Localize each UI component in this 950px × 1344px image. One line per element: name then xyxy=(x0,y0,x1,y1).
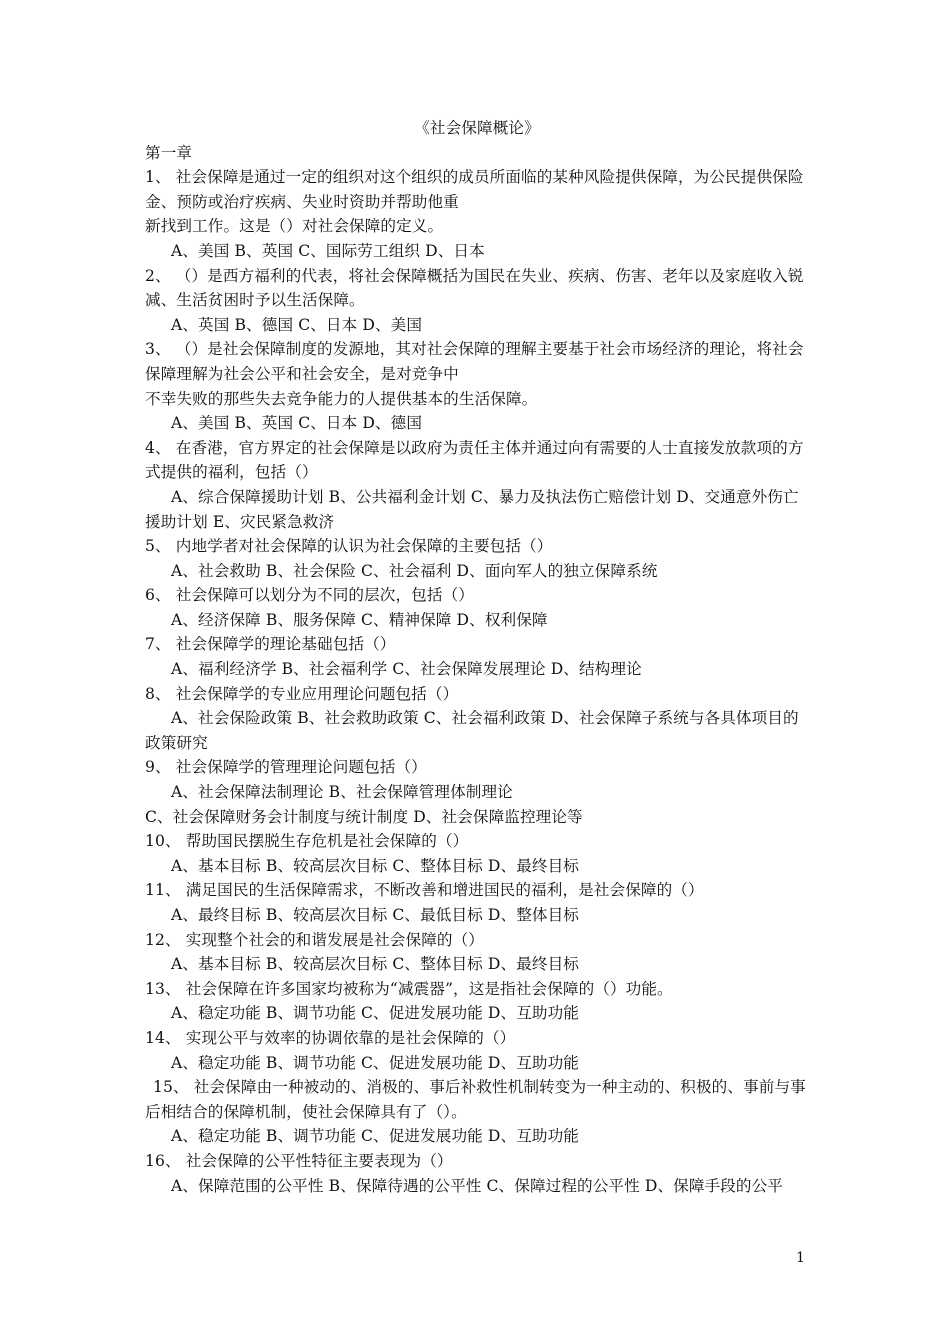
question-6-options: A、经济保障 B、服务保障 C、精神保障 D、权利保障 xyxy=(171,610,548,629)
question-8-options-text: A、社会保险政策 B、社会救助政策 C、社会福利政策 D、社会保障子系统与各具体项目的政策研究 xyxy=(145,709,799,752)
question-10-text: 10、 帮助国民摆脱生存危机是社会保障的（） xyxy=(145,832,469,851)
document-title: 《社会保障概论》 xyxy=(414,119,540,137)
question-2-text: 2、 （）是西方福利的代表，将社会保障概括为国民在失业、疾病、伤害、老年以及家庭收入锐减、生活贫困时予以生活保障。 xyxy=(145,266,804,310)
question-15-text-content: 15、 社会保障由一种被动的、消极的、事后补救性机制转变为一种主动的、积极的、事前与事后相结合的保障机制，使社会保障具有了（）。 xyxy=(145,1078,806,1121)
question-15-text xyxy=(145,1075,809,1124)
question-9-text: 9、 社会保障学的管理理论问题包括（） xyxy=(145,758,427,777)
question-8-text: 8、 社会保障学的专业应用理论问题包括（） xyxy=(145,684,459,703)
question-16-options: A、保障范围的公平性 B、保障待遇的公平性 C、保障过程的公平性 D、保障手段的公平 xyxy=(171,1176,784,1195)
question-11-text: 11、 满足国民的生活保障需求，不断改善和增进国民的福利，是社会保障的（） xyxy=(145,881,704,900)
question-12-text: 12、 实现整个社会的和谐发展是社会保障的（） xyxy=(145,930,484,949)
question-1-text-continued: 新找到工作。这是（）对社会保障的定义。 xyxy=(145,217,444,236)
question-14-options: A、稳定功能 B、调节功能 C、促进发展功能 D、互助功能 xyxy=(171,1053,579,1072)
question-2-options: A、英国 B、德国 C、日本 D、美国 xyxy=(171,315,423,334)
question-11-options: A、最终目标 B、较高层次目标 C、最低目标 D、整体目标 xyxy=(171,906,579,924)
question-16-text: 16、 社会保障的公平性特征主要表现为（） xyxy=(145,1151,453,1170)
question-4-options-text: A、综合保障援助计划 B、公共福利金计划 C、暴力及执法伤亡赔偿计划 D、交通意外伤亡援助计划 E、灾民紧急救济 xyxy=(145,487,799,531)
question-7-options: A、福利经济学 B、社会福利学 C、社会保障发展理论 D、结构理论 xyxy=(171,660,642,679)
question-13-options: A、稳定功能 B、调节功能 C、促进发展功能 D、互助功能 xyxy=(171,1004,579,1023)
question-8-options xyxy=(145,706,809,755)
page-number: 1 xyxy=(796,1250,805,1266)
question-4-options xyxy=(145,485,809,534)
question-7-text: 7、 社会保障学的理论基础包括（） xyxy=(145,635,396,654)
question-10-options: A、基本目标 B、较高层次目标 C、整体目标 D、最终目标 xyxy=(171,856,579,875)
question-1-text: 1、 社会保障是通过一定的组织对这个组织的成员所面临的某种风险提供保障，为公民提供保险金、预防或治疗疾病、失业时资助并帮助他重 xyxy=(145,168,804,211)
chapter-heading: 第一章 xyxy=(145,143,193,162)
question-3-text: 3、 （）是社会保障制度的发源地，其对社会保障的理解主要基于社会市场经济的理论，将社会保障理解为社会公平和社会安全，是对竞争中 xyxy=(145,340,804,383)
question-3-text-continued: 不幸失败的那些失去竞争能力的人提供基本的生活保障。 xyxy=(145,389,538,408)
question-9-options-a-b: A、社会保障法制理论 B、社会保障管理体制理论 xyxy=(171,783,513,802)
question-1-options: A、美国 B、英国 C、国际劳工组织 D、日本 xyxy=(171,241,485,260)
question-12-options: A、基本目标 B、较高层次目标 C、整体目标 D、最终目标 xyxy=(171,955,579,974)
question-13-text: 13、 社会保障在许多国家均被称为“减震器”，这是指社会保障的（）功能。 xyxy=(145,979,673,998)
question-9-options-c-d: C、社会保障财务会计制度与统计制度 D、社会保障监控理论等 xyxy=(145,807,583,826)
question-14-text: 14、 实现公平与效率的协调依靠的是社会保障的（） xyxy=(145,1028,516,1047)
question-15-options: A、稳定功能 B、调节功能 C、促进发展功能 D、互助功能 xyxy=(171,1127,579,1146)
question-5-options: A、社会救助 B、社会保险 C、社会福利 D、面向军人的独立保障系统 xyxy=(171,561,658,580)
question-4-text: 4、 在香港，官方界定的社会保障是以政府为责任主体并通过向有需要的人士直接发放款项的方式提供的福利，包括（） xyxy=(145,438,804,482)
document-page xyxy=(145,116,809,1198)
question-3-options: A、美国 B、英国 C、日本 D、德国 xyxy=(171,414,423,433)
question-5-text: 5、 内地学者对社会保障的认识为社会保障的主要包括（） xyxy=(145,537,553,556)
question-6-text: 6、 社会保障可以划分为不同的层次，包括（） xyxy=(145,586,474,605)
